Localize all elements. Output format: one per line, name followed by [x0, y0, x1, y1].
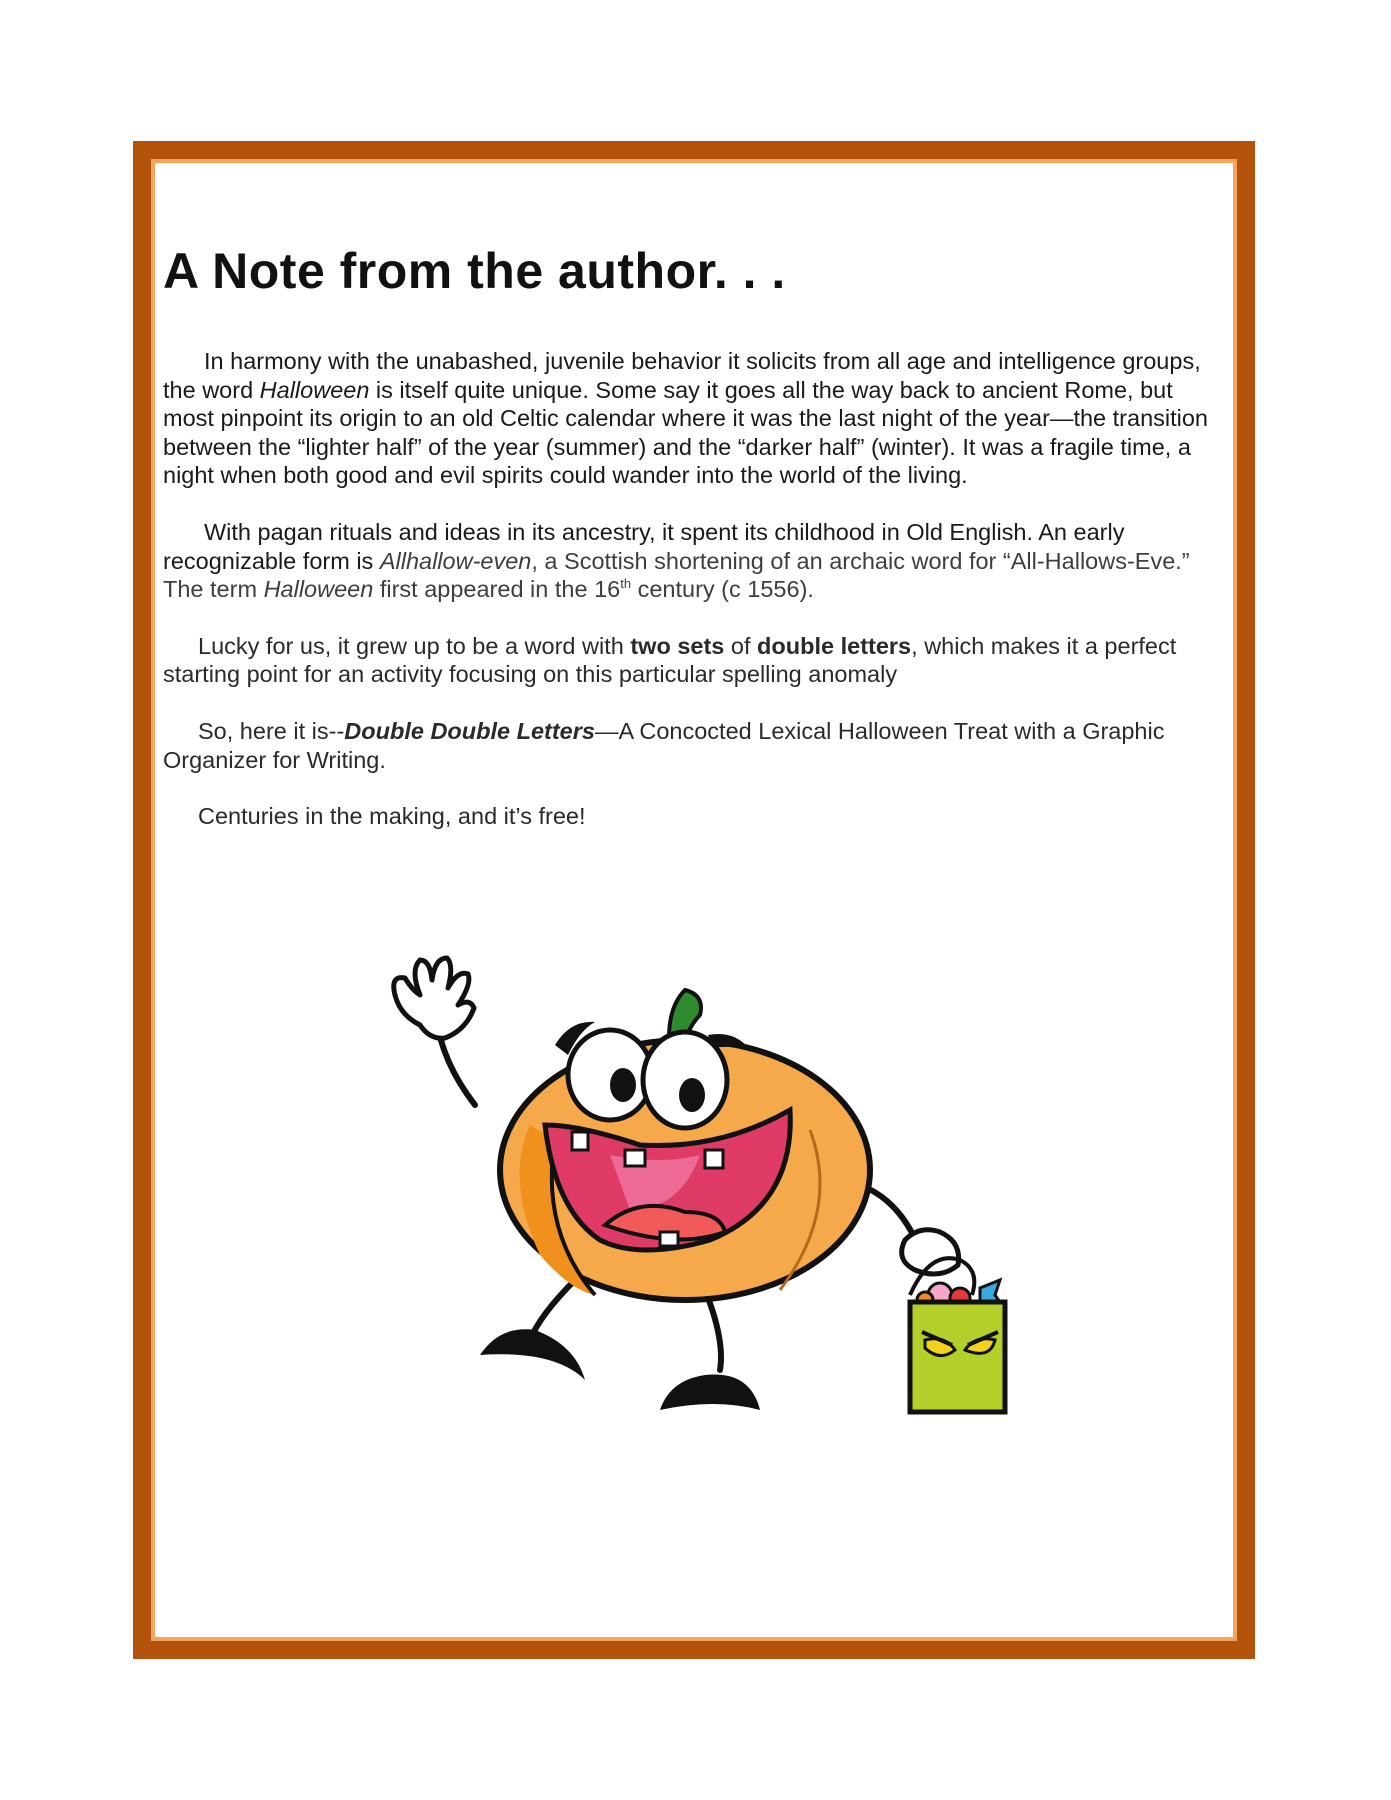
- pupil-left: [610, 1068, 636, 1102]
- paragraph-activity: So, here it is--Double Double Letters—A Concocted Lexical Halloween Treat with a Graphic Organizer for Writing.: [163, 717, 1165, 773]
- paragraph-ancestry: With pagan rituals and ideas in its ancestry, it spent its childhood in Old English. An early recognizable form is Allhallow-even, a Scottish shortening of an archaic word for “All-Hallows-Eve.” The term Halloween first appeared in the 16th century (c 1556).: [163, 518, 1190, 603]
- candy-bag: [910, 1302, 1005, 1412]
- eye-left: [568, 1030, 652, 1120]
- tooth: [660, 1232, 678, 1246]
- page-title: A Note from the author. . .: [163, 243, 786, 299]
- paragraph-closing: Centuries in the making, and it’s free!: [198, 803, 586, 830]
- pumpkin-foot-right: [660, 1374, 760, 1410]
- pumpkin-mascot-illustration: [340, 950, 1060, 1470]
- glove-hand-icon: [394, 958, 474, 1038]
- eye-right: [643, 1032, 727, 1128]
- note-content: [163, 240, 1225, 831]
- tooth: [572, 1132, 588, 1150]
- paragraph-origin: In harmony with the unabashed, juvenile behavior it solicits from all age and intelligence groups, the word Halloween is itself quite unique. Some say it goes all the way back to ancient Rome, but most pinpoint its origin to an old Celtic calendar where it was the last night of the year—the transition between the “lighter half” of the year (summer) and the “darker half” (winter). It was a fragile time, a night when both good and evil spirits could wander into the world of the living.: [163, 348, 1208, 489]
- pumpkin-foot-left: [480, 1329, 585, 1380]
- tooth: [625, 1150, 645, 1166]
- pupil-right: [679, 1078, 705, 1112]
- tooth: [705, 1150, 723, 1168]
- paragraph-double-letters: Lucky for us, it grew up to be a word with two sets of double letters, which makes it a perfect starting point for an activity focusing on this particular spelling anomaly: [163, 632, 1177, 688]
